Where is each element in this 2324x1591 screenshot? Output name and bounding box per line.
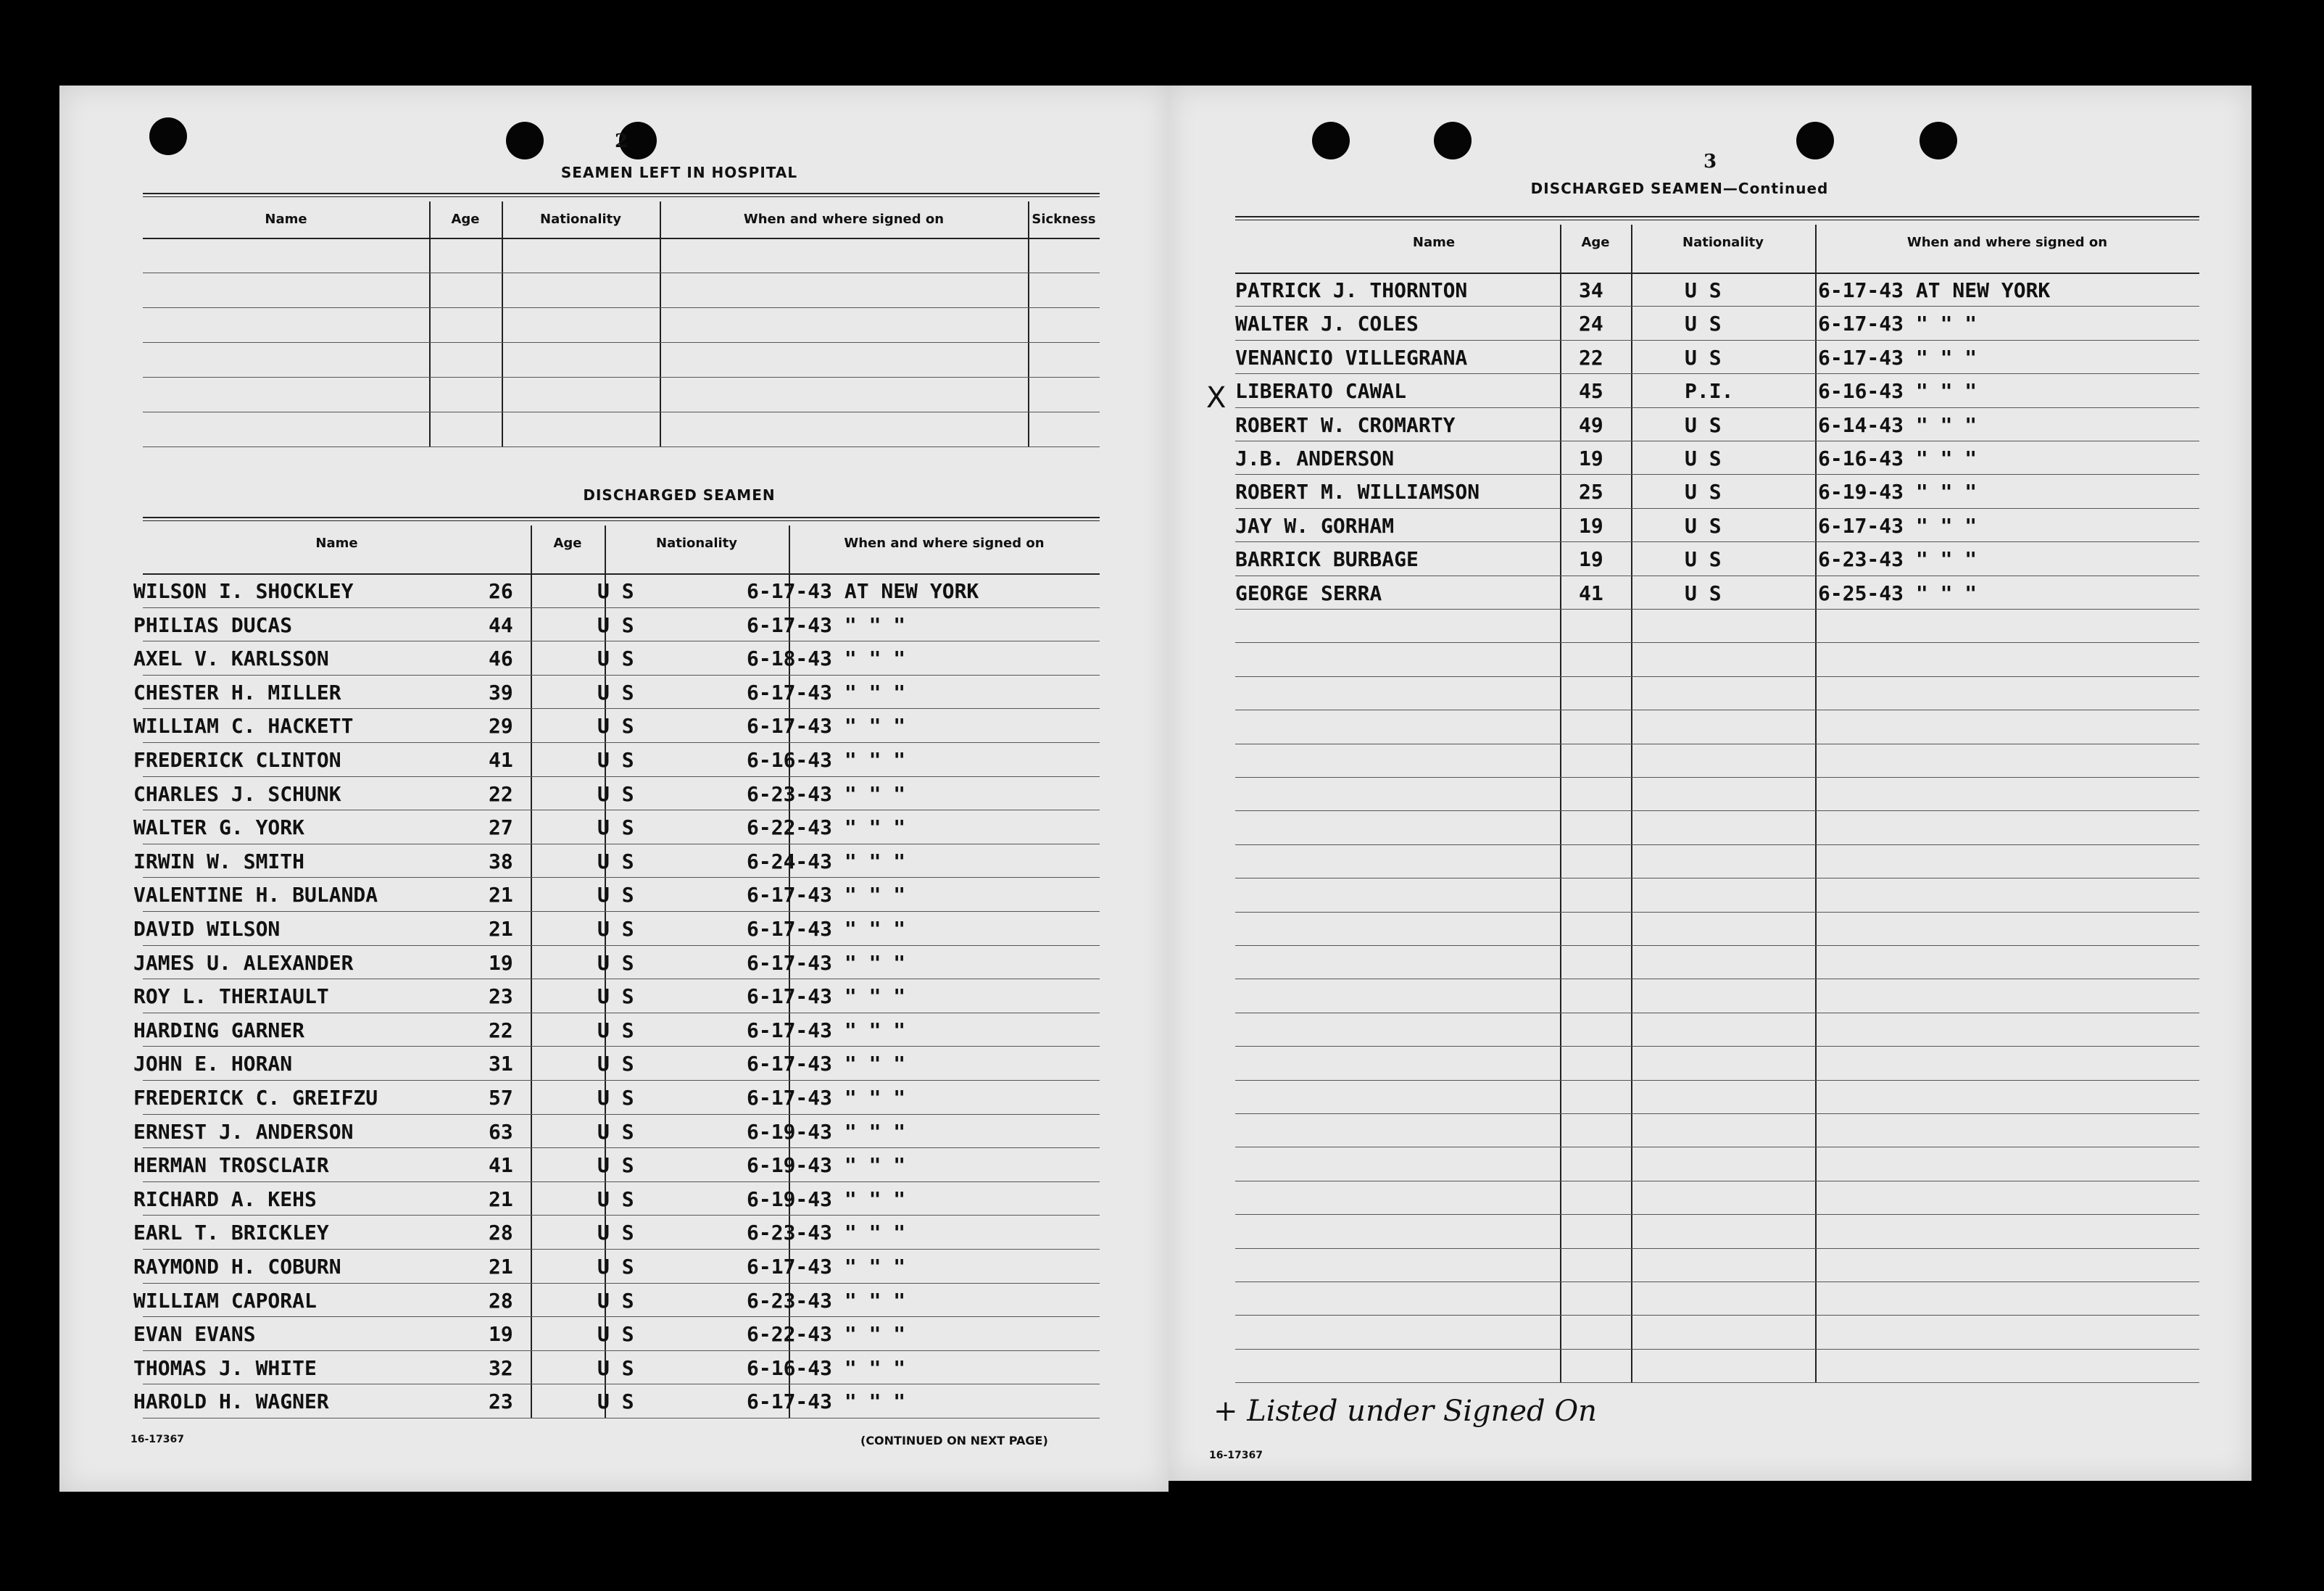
age-cell: 19 xyxy=(489,950,513,975)
column-header: Nationality xyxy=(656,536,737,551)
table-row-line xyxy=(1235,1281,2199,1282)
name-cell: FREDERICK C. GREIFZU xyxy=(133,1086,378,1110)
table-row xyxy=(59,1316,1100,1350)
signed-on-cell: 6-24-43 " " " xyxy=(747,849,906,873)
column-header: Nationality xyxy=(1682,235,1764,250)
punch-hole xyxy=(149,117,187,155)
age-cell: 31 xyxy=(489,1052,513,1076)
table-row xyxy=(1169,576,2199,609)
nationality-cell: U S xyxy=(1685,480,1722,504)
signed-on-cell: 6-17-43 " " " xyxy=(1818,345,1978,370)
nationality-cell: U S xyxy=(597,1255,634,1279)
signed-on-cell: 6-16-43 " " " xyxy=(1818,379,1978,404)
signed-on-cell: 6-17-43 " " " xyxy=(1818,312,1978,336)
name-cell: WALTER G. YORK xyxy=(133,815,305,840)
table-row xyxy=(59,573,1100,607)
signed-on-cell: 6-17-43 " " " xyxy=(747,680,906,705)
column-header: Nationality xyxy=(540,212,621,227)
divider xyxy=(143,517,1100,518)
nationality-cell: U S xyxy=(1685,547,1722,572)
nationality-cell: U S xyxy=(597,1119,634,1144)
nationality-cell: U S xyxy=(597,984,634,1009)
table-row xyxy=(59,1215,1100,1248)
nationality-cell: U S xyxy=(1685,446,1722,470)
table-row-line xyxy=(1235,609,2199,610)
name-cell: RAYMOND H. COBURN xyxy=(133,1255,341,1279)
age-cell: 21 xyxy=(489,917,513,941)
column-header: Sickness xyxy=(1032,212,1096,227)
table-row xyxy=(59,1114,1100,1147)
name-cell: PHILIAS DUCAS xyxy=(133,612,293,637)
nationality-cell: U S xyxy=(597,680,634,705)
age-cell: 46 xyxy=(489,647,513,671)
signed-on-cell: 6-17-43 " " " xyxy=(747,1086,906,1110)
age-cell: 39 xyxy=(489,680,513,705)
table-row xyxy=(59,1181,1100,1215)
age-cell: 28 xyxy=(489,1288,513,1313)
discharged-continued-title: DISCHARGED SEAMEN—Continued xyxy=(1530,180,1829,197)
table-row xyxy=(1169,273,2199,306)
name-cell: EARL T. BRICKLEY xyxy=(133,1221,329,1245)
name-cell: HARDING GARNER xyxy=(133,1018,305,1042)
signed-on-cell: 6-25-43 " " " xyxy=(1818,581,1978,605)
signed-on-cell: 6-19-43 " " " xyxy=(747,1153,906,1178)
age-cell: 21 xyxy=(489,883,513,907)
table-row xyxy=(1169,373,2199,407)
age-cell: 38 xyxy=(489,849,513,873)
age-cell: 63 xyxy=(489,1119,513,1144)
table-row-line xyxy=(143,377,1100,378)
name-cell: HAROLD H. WAGNER xyxy=(133,1389,329,1414)
column-header: Name xyxy=(315,536,358,551)
column-header: Name xyxy=(265,212,307,227)
signed-on-cell: 6-23-43 " " " xyxy=(747,1288,906,1313)
name-cell: CHESTER H. MILLER xyxy=(133,680,341,705)
age-cell: 41 xyxy=(1579,581,1603,605)
age-cell: 45 xyxy=(1579,379,1603,404)
age-cell: 24 xyxy=(1579,312,1603,336)
column-header: Age xyxy=(1581,235,1610,250)
signed-on-cell: 6-17-43 " " " xyxy=(747,917,906,941)
name-cell: ROBERT W. CROMARTY xyxy=(1235,412,1456,437)
discharged-section-title: DISCHARGED SEAMEN xyxy=(583,486,776,504)
table-row-line xyxy=(1235,844,2199,845)
table-row-line xyxy=(1235,676,2199,677)
table-row-line xyxy=(1235,1382,2199,1383)
signed-on-cell: 6-17-43 " " " xyxy=(747,714,906,739)
name-cell: WALTER J. COLES xyxy=(1235,312,1419,336)
table-row xyxy=(59,1147,1100,1181)
name-cell: GEORGE SERRA xyxy=(1235,581,1382,605)
table-row-line xyxy=(1235,912,2199,913)
nationality-cell: U S xyxy=(1685,278,1722,302)
table-row xyxy=(59,1249,1100,1282)
nationality-cell: U S xyxy=(1685,412,1722,437)
age-cell: 57 xyxy=(489,1086,513,1110)
age-cell: 22 xyxy=(489,781,513,806)
nationality-cell: U S xyxy=(597,1153,634,1178)
table-row xyxy=(59,810,1100,843)
age-cell: 28 xyxy=(489,1221,513,1245)
signed-on-cell: 6-16-43 " " " xyxy=(747,748,906,772)
punch-hole xyxy=(1434,122,1472,159)
name-cell: CHARLES J. SCHUNK xyxy=(133,781,341,806)
nationality-cell: U S xyxy=(597,748,634,772)
nationality-cell: U S xyxy=(1685,581,1722,605)
nationality-cell: U S xyxy=(597,1052,634,1076)
table-row-line xyxy=(1235,945,2199,946)
nationality-cell: U S xyxy=(597,781,634,806)
signed-on-cell: 6-17-43 " " " xyxy=(747,1389,906,1414)
table-row-line xyxy=(143,307,1100,308)
signed-on-cell: 6-17-43 " " " xyxy=(747,883,906,907)
signed-on-cell: 6-23-43 " " " xyxy=(1818,547,1978,572)
name-cell: ERNEST J. ANDERSON xyxy=(133,1119,354,1144)
signed-on-cell: 6-16-43 " " " xyxy=(747,1355,906,1380)
table-row-line xyxy=(1235,1046,2199,1047)
table-row xyxy=(59,607,1100,641)
right-page xyxy=(1169,86,2252,1481)
nationality-cell: U S xyxy=(597,1322,634,1347)
form-number: 16-17367 xyxy=(130,1434,184,1445)
nationality-cell: U S xyxy=(597,1389,634,1414)
margin-x-mark: X xyxy=(1206,381,1227,415)
age-cell: 27 xyxy=(489,815,513,840)
divider xyxy=(1235,216,2199,217)
name-cell: VENANCIO VILLEGRANA xyxy=(1235,345,1468,370)
column-header: When and where signed on xyxy=(743,212,945,227)
name-cell: RICHARD A. KEHS xyxy=(133,1187,317,1211)
handwritten-note: + Listed under Signed On xyxy=(1213,1395,1597,1428)
nationality-cell: U S xyxy=(597,1221,634,1245)
name-cell: ROBERT M. WILLIAMSON xyxy=(1235,480,1480,504)
table-row-line xyxy=(143,342,1100,343)
table-row-line xyxy=(1235,1080,2199,1081)
table-row xyxy=(59,1350,1100,1384)
column-header: When and where signed on xyxy=(1906,235,2108,250)
table-row-line xyxy=(1235,642,2199,643)
signed-on-cell: 6-17-43 " " " xyxy=(1818,513,1978,538)
age-cell: 32 xyxy=(489,1355,513,1380)
divider xyxy=(143,520,1100,521)
signed-on-cell: 6-17-43 " " " xyxy=(747,950,906,975)
nationality-cell: U S xyxy=(597,1086,634,1110)
age-cell: 21 xyxy=(489,1187,513,1211)
signed-on-cell: 6-19-43 " " " xyxy=(1818,480,1978,504)
punch-hole xyxy=(1796,122,1834,159)
table-row xyxy=(1169,441,2199,474)
nationality-cell: U S xyxy=(597,612,634,637)
table-row xyxy=(59,1283,1100,1316)
nationality-cell: U S xyxy=(597,647,634,671)
table-row xyxy=(1169,407,2199,441)
signed-on-cell: 6-17-43 " " " xyxy=(747,1255,906,1279)
signed-on-cell: 6-17-43 " " " xyxy=(747,1052,906,1076)
signed-on-cell: 6-18-43 " " " xyxy=(747,647,906,671)
table-row xyxy=(59,641,1100,674)
signed-on-cell: 6-19-43 " " " xyxy=(747,1119,906,1144)
signed-on-cell: 6-22-43 " " " xyxy=(747,1322,906,1347)
name-cell: JOHN E. HORAN xyxy=(133,1052,293,1076)
table-row xyxy=(59,708,1100,742)
age-cell: 22 xyxy=(1579,345,1603,370)
punch-hole xyxy=(1312,122,1350,159)
age-cell: 23 xyxy=(489,1389,513,1414)
age-cell: 23 xyxy=(489,984,513,1009)
table-row-line xyxy=(143,446,1100,447)
table-row xyxy=(59,1384,1100,1417)
nationality-cell: U S xyxy=(597,1187,634,1211)
table-row xyxy=(1169,340,2199,373)
name-cell: JAMES U. ALEXANDER xyxy=(133,950,354,975)
column-header: Age xyxy=(553,536,582,551)
age-cell: 41 xyxy=(489,1153,513,1178)
age-cell: 26 xyxy=(489,579,513,603)
age-cell: 29 xyxy=(489,714,513,739)
nationality-cell: U S xyxy=(597,917,634,941)
table-row xyxy=(1169,541,2199,575)
punch-hole xyxy=(1920,122,1957,159)
nationality-cell: U S xyxy=(1685,312,1722,336)
age-cell: 49 xyxy=(1579,412,1603,437)
table-row-line xyxy=(1235,1214,2199,1215)
column-header: When and where signed on xyxy=(844,536,1045,551)
table-row xyxy=(1169,508,2199,541)
name-cell: ROY L. THERIAULT xyxy=(133,984,329,1009)
table-row xyxy=(59,945,1100,979)
name-cell: LIBERATO CAWAL xyxy=(1235,379,1407,404)
signed-on-cell: 6-23-43 " " " xyxy=(747,1221,906,1245)
name-cell: IRWIN W. SMITH xyxy=(133,849,305,873)
age-cell: 44 xyxy=(489,612,513,637)
form-number: 16-17367 xyxy=(1209,1450,1263,1461)
age-cell: 19 xyxy=(1579,547,1603,572)
divider xyxy=(143,196,1100,197)
table-row xyxy=(59,1080,1100,1113)
nationality-cell: U S xyxy=(597,1355,634,1380)
nationality-cell: U S xyxy=(597,849,634,873)
age-cell: 21 xyxy=(489,1255,513,1279)
table-row xyxy=(1169,474,2199,507)
table-row-line xyxy=(1235,1248,2199,1249)
nationality-cell: P.I. xyxy=(1685,379,1734,404)
table-row-line xyxy=(1235,1315,2199,1316)
table-row-line xyxy=(1235,810,2199,811)
table-row xyxy=(59,1046,1100,1079)
age-cell: 19 xyxy=(1579,446,1603,470)
age-cell: 41 xyxy=(489,748,513,772)
nationality-cell: U S xyxy=(1685,345,1722,370)
age-cell: 34 xyxy=(1579,278,1603,302)
table-row xyxy=(59,742,1100,776)
age-cell: 22 xyxy=(489,1018,513,1042)
table-row xyxy=(59,979,1100,1012)
left-page xyxy=(59,86,1169,1492)
column-header: Name xyxy=(1412,235,1456,250)
signed-on-cell: 6-17-43 " " " xyxy=(747,1018,906,1042)
age-cell: 25 xyxy=(1579,480,1603,504)
header-underline xyxy=(143,238,1100,239)
hospital-section-title: SEAMEN LEFT IN HOSPITAL xyxy=(560,164,798,181)
page-number: 2 xyxy=(615,130,628,152)
punch-hole xyxy=(506,122,544,159)
signed-on-cell: 6-17-43 AT NEW YORK xyxy=(1818,278,2051,302)
name-cell: THOMAS J. WHITE xyxy=(133,1355,317,1380)
nationality-cell: U S xyxy=(597,1288,634,1313)
signed-on-cell: 6-17-43 " " " xyxy=(747,612,906,637)
name-cell: DAVID WILSON xyxy=(133,917,281,941)
signed-on-cell: 6-19-43 " " " xyxy=(747,1187,906,1211)
name-cell: FREDERICK CLINTON xyxy=(133,748,341,772)
nationality-cell: U S xyxy=(597,815,634,840)
table-row xyxy=(1169,306,2199,339)
table-row xyxy=(59,844,1100,877)
nationality-cell: U S xyxy=(1685,513,1722,538)
continued-note: (CONTINUED ON NEXT PAGE) xyxy=(860,1434,1048,1447)
signed-on-cell: 6-17-43 AT NEW YORK xyxy=(747,579,979,603)
table-row xyxy=(59,911,1100,944)
name-cell: EVAN EVANS xyxy=(133,1322,256,1347)
nationality-cell: U S xyxy=(597,579,634,603)
name-cell: WILLIAM CAPORAL xyxy=(133,1288,317,1313)
nationality-cell: U S xyxy=(597,950,634,975)
nationality-cell: U S xyxy=(597,883,634,907)
signed-on-cell: 6-14-43 " " " xyxy=(1818,412,1978,437)
nationality-cell: U S xyxy=(597,714,634,739)
table-row-line xyxy=(1235,1113,2199,1114)
name-cell: WILLIAM C. HACKETT xyxy=(133,714,354,739)
age-cell: 19 xyxy=(489,1322,513,1347)
column-header: Age xyxy=(451,212,480,227)
table-row xyxy=(59,1013,1100,1046)
table-row xyxy=(59,776,1100,810)
signed-on-cell: 6-23-43 " " " xyxy=(747,781,906,806)
table-row-line xyxy=(1235,1349,2199,1350)
signed-on-cell: 6-22-43 " " " xyxy=(747,815,906,840)
name-cell: HERMAN TROSCLAIR xyxy=(133,1153,329,1178)
divider xyxy=(143,193,1100,194)
name-cell: JAY W. GORHAM xyxy=(1235,513,1395,538)
table-row-line xyxy=(1235,777,2199,778)
signed-on-cell: 6-16-43 " " " xyxy=(1818,446,1978,470)
name-cell: BARRICK BURBAGE xyxy=(1235,547,1419,572)
nationality-cell: U S xyxy=(597,1018,634,1042)
name-cell: VALENTINE H. BULANDA xyxy=(133,883,378,907)
signed-on-cell: 6-17-43 " " " xyxy=(747,984,906,1009)
name-cell: PATRICK J. THORNTON xyxy=(1235,278,1468,302)
table-row xyxy=(59,675,1100,708)
name-cell: AXEL V. KARLSSON xyxy=(133,647,329,671)
page-number: 3 xyxy=(1703,151,1717,173)
age-cell: 19 xyxy=(1579,513,1603,538)
name-cell: J.B. ANDERSON xyxy=(1235,446,1395,470)
name-cell: WILSON I. SHOCKLEY xyxy=(133,579,354,603)
table-row xyxy=(59,877,1100,910)
